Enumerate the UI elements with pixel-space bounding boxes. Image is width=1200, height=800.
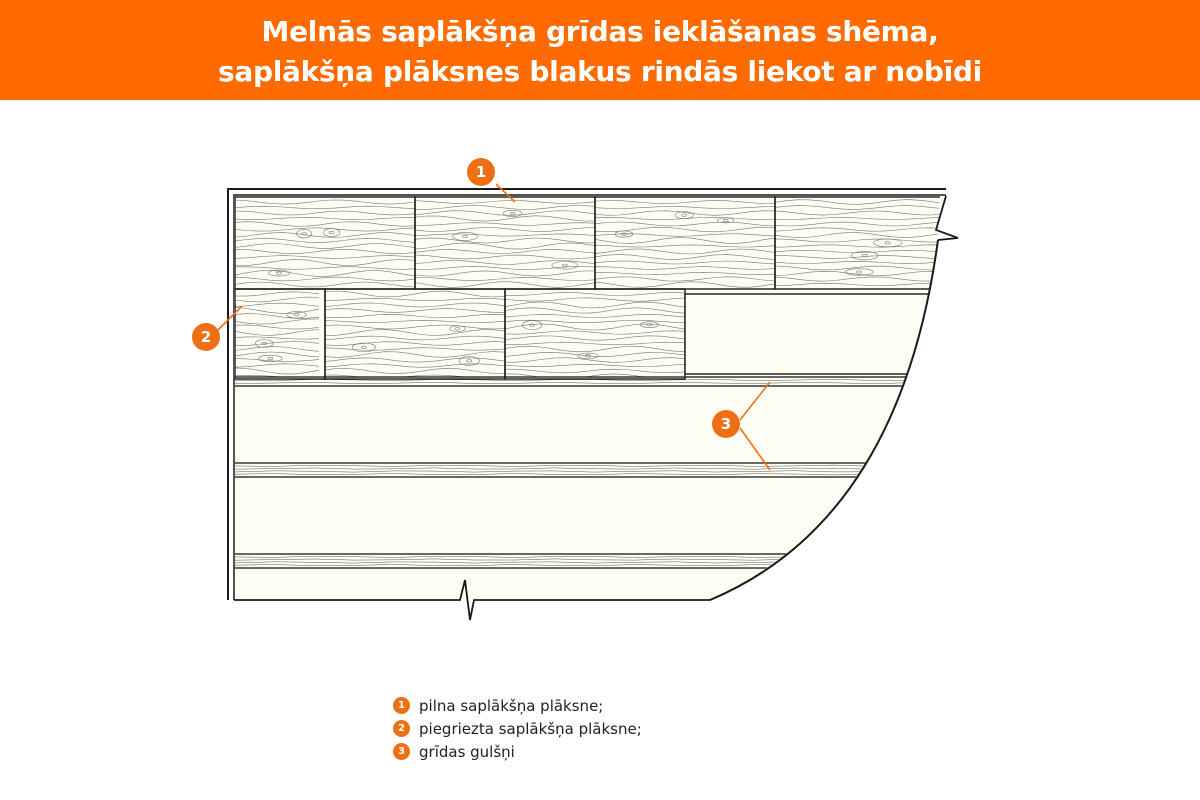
floor-joist — [234, 463, 954, 477]
title-banner — [0, 0, 1200, 100]
legend-item-3 — [393, 740, 642, 763]
legend — [393, 694, 642, 763]
legend-item-1 — [393, 694, 642, 717]
legend-text: grīdas gulšņi — [419, 742, 515, 761]
title-line-1: Melnās saplākšņa grīdas ieklāšanas shēma, — [261, 15, 939, 48]
callout-badge-1: 1 — [467, 158, 495, 186]
callout-badge-2: 2 — [192, 323, 220, 351]
legend-badge: 1 — [393, 697, 410, 714]
floor-layout-diagram — [0, 100, 1200, 640]
legend-item-2 — [393, 717, 642, 740]
floor-area — [235, 196, 940, 598]
legend-badge: 2 — [393, 720, 410, 737]
legend-badge: 3 — [393, 743, 410, 760]
title-line-2: saplākšņa plāksnes blakus rindās liekot ar nobīdi — [218, 55, 982, 88]
cut-plywood-sheet — [685, 294, 955, 374]
legend-text: piegriezta saplākšņa plāksne; — [419, 719, 642, 738]
callout-badge-3: 3 — [712, 410, 740, 438]
floor-joist — [234, 554, 954, 568]
legend-text: pilna saplākšņa plāksne; — [419, 696, 604, 715]
